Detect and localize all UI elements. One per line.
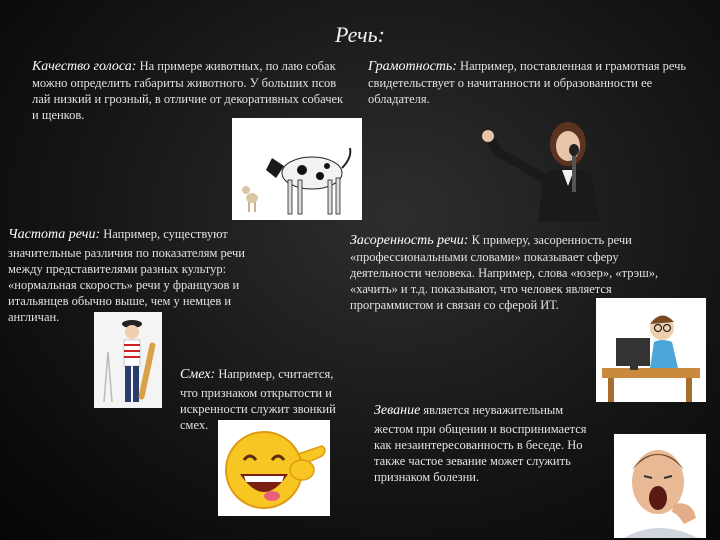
- voice-quality-block: [32, 58, 352, 123]
- yawning-man-picture: [614, 434, 706, 538]
- slide-title: Речь:: [335, 22, 385, 47]
- laughter-heading: Смех:: [180, 367, 216, 382]
- speech-clutter-text-line1: К примеру, засоренность речи: [471, 233, 632, 247]
- speaker-woman-picture: [468, 112, 618, 222]
- speech-rate-text: значительные различия по показателям речи между представителями разных культур: «нормальная скорость» речи у французов и итальянцев обычно выше, чем у немцев и англичан.: [8, 246, 245, 324]
- speech-rate-heading: Частота речи:: [8, 227, 101, 242]
- dogs-picture: [232, 118, 362, 220]
- literacy-block: [368, 58, 708, 107]
- literacy-heading: Грамотность:: [368, 59, 457, 74]
- speech-rate-block: [8, 226, 280, 325]
- yawning-heading: Зевание: [374, 403, 421, 418]
- speech-rate-text-line1: Например, существуют: [103, 227, 228, 241]
- laughing-smiley-picture: [218, 420, 330, 516]
- yawning-text-line1: является неуважительным: [423, 403, 564, 417]
- frenchman-picture: [94, 312, 162, 408]
- speech-clutter-heading: Засоренность речи:: [350, 233, 469, 248]
- voice-quality-text: На примере животных, по лаю собак можно определить габариты животного. У больших псов лай низкий и грозный, в отличие от декоративных собачек и щенков.: [32, 59, 344, 122]
- speech-clutter-text: «профессиональными словами» показывает сферу деятельности человека. Например, слова «юзер», «трэш», «хачить» и т.д. показывают, что человек является программистом и связан со сферой ИТ.: [350, 250, 659, 312]
- laughter-text: что признаком открытости и искренности служит звонкий смех.: [180, 386, 336, 432]
- laughter-text-line1: Например, считается,: [218, 367, 334, 381]
- yawning-text: жестом при общении и воспринимается как незаинтересованность в беседе. Но также частое зевание может служить признаком болезни.: [374, 422, 587, 484]
- yawning-block: [374, 402, 588, 485]
- voice-quality-heading: Качество голоса:: [32, 59, 137, 74]
- literacy-text: Например, поставленная и грамотная речь свидетельствует о начитанности и образованности ее обладателя.: [368, 59, 687, 106]
- programmer-picture: [596, 298, 706, 402]
